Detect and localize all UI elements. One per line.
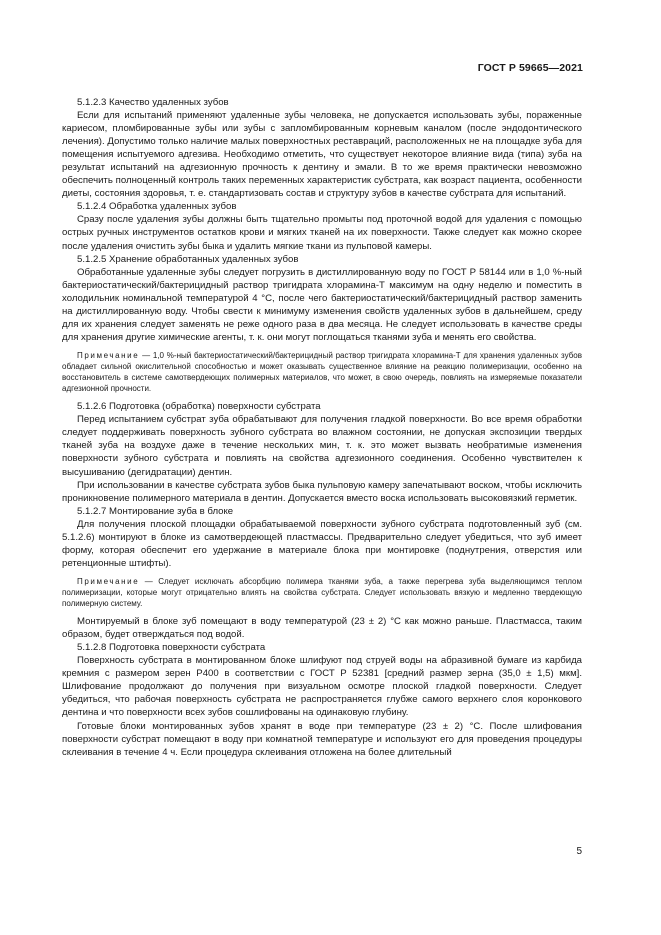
note-text: — 1,0 %-ный бактериостатический/бактерицидный раствор тригидрата хлорамина-Т для хранения удаленных зубов обладает сильной окислительной способностью и может оказывать существенное влияние на реакцию полимеризации, особенно на восстановитель в системе самотвердеющих полимерных материалов, что может, в свою очередь, повлиять на измеряемые показатели адгезионной прочности. (62, 350, 582, 394)
section-heading: 5.1.2.4 Обработка удаленных зубов (77, 201, 237, 213)
paragraph: Перед испытанием субстрат зуба обрабатывают для получения гладкой поверхности. Во все время обработки следует поддерживать поверхность зубного субстрата во влажном состоянии, не допуская экспозиции твердых тканей зуба на воздухе даже в течение нескольких мин, т. к. это может вызвать необратимые изменения поверхности зубного субстрата и повлиять на свойства адгезионного соединения. Особенно чувствителен к высушиванию (дегидратации) дентин. (62, 414, 582, 478)
note-label: Примечание (77, 350, 140, 360)
paragraph: Обработанные удаленные зубы следует погрузить в дистиллированную воду по ГОСТ Р 58144 или в 1,0 %-ный бактериостатический/бактерицидный раствор тригидрата хлорамина-Т максимум на одну неделю и поместить в холодильник номинальной температурой 4 °С, после чего бактериостатический/бактерицидный раствор заменить на дистиллированную воду. Чтобы свести к минимуму изменения свойств удаленных зубов в дальнейшем, среду для их хранения следует заменять не реже одного раза в два месяца. Не следует использовать в качестве среды для хранения другие химические агенты, т. к. они могут поглощаться тканями зуба и менять его свойства. (62, 266, 582, 343)
section-heading: 5.1.2.7 Монтирование зуба в блоке (77, 505, 234, 517)
section-heading: 5.1.2.8 Подготовка поверхности субстрата (77, 642, 266, 654)
paragraph: Поверхность субстрата в монтированном блоке шлифуют под струей воды на абразивной бумаге из карбида кремния с размером зерен Р400 в соответствии с ГОСТ Р 52381 [средний размер зерна (35,0 ± 1,5) мкм]. Шлифование продолжают до получения при визуальном осмотре плоской гладкой поверхности. Следует убедиться, что рабочая поверхность субстрата не распространяется глубже самого верхнего слоя коронкового дентина и что поверхности всех зубов сошлифованы на одинаковую глубину. (62, 655, 582, 719)
section-heading: 5.1.2.6 Подготовка (обработка) поверхности субстрата (77, 401, 321, 413)
note (62, 576, 582, 609)
section-heading: 5.1.2.5 Хранение обработанных удаленных зубов (77, 253, 299, 265)
page-header-standard: ГОСТ Р 59665—2021 (477, 62, 583, 74)
paragraph: Готовые блоки монтированных зубов хранят в воде при температуре (23 ± 2) °С. После шлифования поверхности субстрат помещают в воду при комнатной температуре и используют его для проведения процедуры склеивания в течение 4 ч. Если процедура склеивания отложена на более длительный (62, 720, 582, 758)
paragraph: Если для испытаний применяют удаленные зубы человека, не допускается использовать зубы, пораженные кариесом, пломбированные зубы или зубы с запломбированным корневым каналом (после эндодонтического лечения). Допустимо только наличие малых поверхностных реставраций, расположенных не на площадке зуба для помещения испытуемого адгезива. Необходимо отметить, что существует некоторое влияние вида (типа) зуба на результат испытаний на адгезионную прочность к дентину и эмали. В то же время практически невозможно обеспечить полноценный контроль таких переменных характеристик субстрата, как возраст пациента, особенности диеты, состояния здоровья, т. е. стандартизовать состав и структуру зубов в качестве субстрата для испытаний. (62, 110, 582, 200)
document-body (62, 96, 582, 759)
paragraph: При использовании в качестве субстрата зубов быка пульповую камеру запечатывают воском, чтобы исключить проникновение полимерного материала в дентин. Допускается вместо воска использовать высоковязкий герметик. (62, 479, 582, 504)
paragraph: Сразу после удаления зубы должны быть тщательно промыты под проточной водой для удаления с помощью острых ручных инструментов остатков крови и мягких тканей на их поверхности. Также следует как можно скорее после удаления очистить зубы быка и удалить мягкие ткани из пульповой камеры. (62, 214, 582, 252)
page-number: 5 (576, 846, 582, 857)
paragraph: Монтируемый в блоке зуб помещают в воду температурой (23 ± 2) °С как можно раньше. Пластмасса, таким образом, будет отверждаться под водой. (62, 616, 582, 641)
note (62, 350, 582, 394)
paragraph: Для получения плоской площадки обрабатываемой поверхности зубного субстрата подготовленный зуб (см. 5.1.2.6) монтируют в блоке из самотвердеющей пластмассы. Предварительно следует убедиться, что зуб имеет форму, которая обеспечит его удержание в материале блока при монтировке (поднутрения, отверстия или ретенционные штифты). (62, 518, 582, 569)
section-heading: 5.1.2.3 Качество удаленных зубов (77, 97, 229, 108)
note-text: — Следует исключать абсорбцию полимера тканями зуба, а также перегрева зуба выделяющимся теплом полимеризации, которые могут отрицательно влиять на свойства субстрата. Следует использовать вязкую и медленно твердеющую полимерную систему. (62, 576, 582, 609)
note-label: Примечание (77, 576, 140, 586)
